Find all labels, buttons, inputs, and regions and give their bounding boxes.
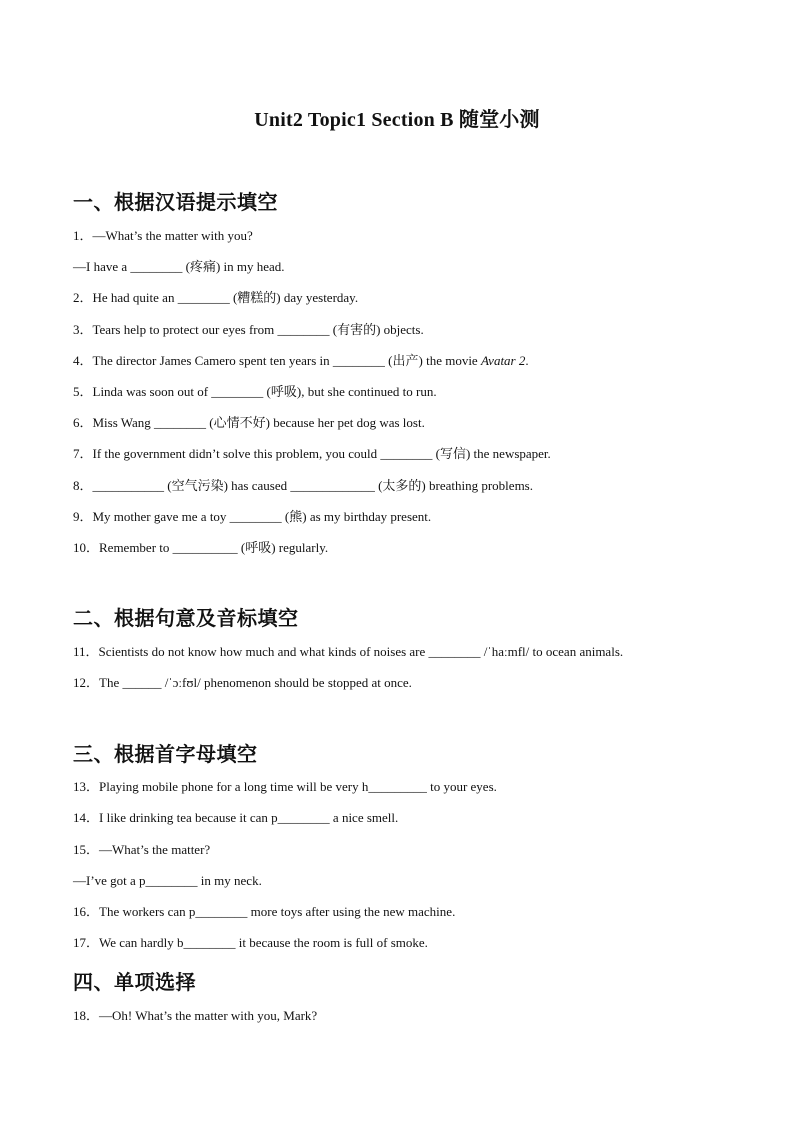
question-line: 17．We can hardly b________ it because the room is full of smoke.	[73, 935, 428, 950]
section-heading-1: 一、根据汉语提示填空	[73, 190, 278, 214]
question-text-end: .	[525, 353, 529, 368]
question-line: 15．—What’s the matter?	[73, 842, 211, 857]
question-line: —I’ve got a p________ in my neck.	[73, 873, 262, 888]
question-line: 6．Miss Wang ________ (心情不好) because her pet dog was lost.	[73, 415, 425, 430]
question-line: 13．Playing mobile phone for a long time will be very h_________ to your eyes.	[73, 779, 497, 794]
question-line: 11．Scientists do not know how much and what kinds of noises are ________ /ˈhaːmfl/ to ocean animals.	[73, 644, 624, 659]
question-line: 16．The workers can p________ more toys after using the new machine.	[73, 904, 456, 919]
section-heading-4: 四、单项选择	[73, 970, 196, 994]
question-line: —I have a ________ (疼痛) in my head.	[73, 259, 285, 274]
question-line: 18．—Oh! What’s the matter with you, Mark?	[73, 1008, 318, 1023]
page-title: Unit2 Topic1 Section B 随堂小测	[254, 109, 540, 131]
section-heading-2: 二、根据句意及音标填空	[73, 606, 299, 630]
question-line: 7．If the government didn’t solve this problem, you could ________ (写信) the newspaper.	[73, 446, 551, 461]
section-heading-3: 三、根据首字母填空	[73, 742, 258, 766]
question-text: 4．The director James Camero spent ten years in ________ (出产) the movie	[73, 353, 481, 368]
question-line: 2．He had quite an ________ (糟糕的) day yesterday.	[73, 290, 359, 305]
question-line: 10．Remember to __________ (呼吸) regularly.	[73, 540, 329, 555]
question-line: 5．Linda was soon out of ________ (呼吸), but she continued to run.	[73, 384, 437, 399]
question-line: 3．Tears help to protect our eyes from ________ (有害的) objects.	[73, 322, 424, 337]
question-line: 9．My mother gave me a toy ________ (熊) as my birthday present.	[73, 509, 432, 524]
question-line: 8．___________ (空气污染) has caused _____________ (太多的) breathing problems.	[73, 478, 533, 493]
question-line: 1．—What’s the matter with you?	[73, 228, 253, 243]
movie-title: Avatar 2	[480, 353, 526, 368]
question-line	[73, 353, 529, 369]
question-line: 14．I like drinking tea because it can p________ a nice smell.	[73, 810, 399, 825]
question-line: 12．The ______ /ˈɔːfʊl/ phenomenon should be stopped at once.	[73, 675, 412, 690]
